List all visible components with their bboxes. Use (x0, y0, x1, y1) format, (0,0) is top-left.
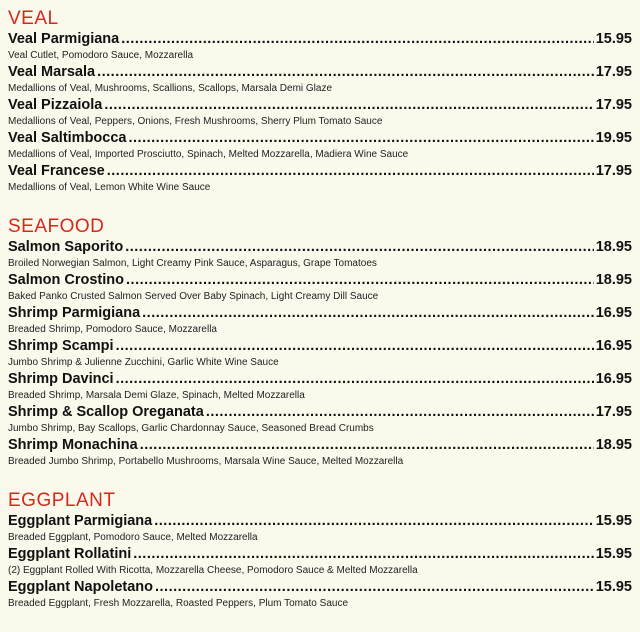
item-description: (2) Eggplant Rolled With Ricotta, Mozzarella Cheese, Pomodoro Sauce & Melted Mozzarella (8, 565, 418, 576)
item-price: 17.95 (595, 404, 632, 420)
menu-item (8, 162, 632, 195)
dot-leader (116, 370, 594, 388)
dot-leader (116, 337, 594, 355)
menu-item (8, 403, 632, 436)
section-eggplant (8, 490, 632, 611)
item-price: 15.95 (595, 579, 632, 595)
item-name: Shrimp Monachina (8, 437, 138, 453)
menu-item (8, 271, 632, 304)
item-description: Jumbo Shrimp, Bay Scallops, Garlic Chardonnay Sauce, Seasoned Bread Crumbs (8, 423, 374, 434)
dot-leader (154, 512, 593, 530)
item-description: Medallions of Veal, Imported Prosciutto, Spinach, Melted Mozzarella, Madiera Wine Sauce (8, 149, 409, 160)
item-price: 18.95 (595, 272, 632, 288)
section-title: EGGPLANT (8, 490, 116, 511)
item-description: Breaded Jumbo Shrimp, Portabello Mushrooms, Marsala Wine Sauce, Melted Mozzarella (8, 456, 404, 467)
item-price: 17.95 (595, 64, 632, 80)
item-price: 15.95 (595, 31, 632, 47)
dot-leader (104, 96, 593, 114)
item-price: 17.95 (595, 97, 632, 113)
menu-item (8, 545, 632, 578)
dot-leader (155, 578, 594, 596)
menu-item (8, 238, 632, 271)
dot-leader (121, 30, 593, 48)
section-title: VEAL (8, 8, 59, 29)
menu-item (8, 96, 632, 129)
dot-leader (128, 129, 593, 147)
item-description: Medallions of Veal, Peppers, Onions, Fresh Mushrooms, Sherry Plum Tomato Sauce (8, 116, 383, 127)
item-price: 16.95 (595, 305, 632, 321)
item-price: 16.95 (595, 371, 632, 387)
item-name: Salmon Crostino (8, 272, 125, 288)
item-price: 15.95 (595, 546, 632, 562)
item-description: Breaded Shrimp, Pomodoro Sauce, Mozzarella (8, 324, 217, 335)
item-description: Baked Panko Crusted Salmon Served Over Baby Spinach, Light Creamy Dill Sauce (8, 291, 379, 302)
dot-leader (133, 545, 593, 563)
dot-leader (206, 403, 594, 421)
item-description: Breaded Shrimp, Marsala Demi Glaze, Spinach, Melted Mozzarella (8, 390, 305, 401)
dot-leader (97, 63, 594, 81)
item-price: 16.95 (595, 338, 632, 354)
section-seafood (8, 216, 632, 469)
item-name: Eggplant Napoletano (8, 579, 153, 595)
item-name: Shrimp Davinci (8, 371, 114, 387)
item-description: Veal Cutlet, Pomodoro Sauce, Mozzarella (8, 50, 194, 61)
item-name: Veal Pizzaiola (8, 97, 103, 113)
item-description: Medallions of Veal, Lemon White Wine Sauce (8, 182, 211, 193)
dot-leader (140, 436, 594, 454)
item-price: 18.95 (595, 239, 632, 255)
item-price: 19.95 (595, 130, 632, 146)
dot-leader (125, 238, 593, 256)
item-description: Breaded Eggplant, Pomodoro Sauce, Melted Mozzarella (8, 532, 258, 543)
item-name: Eggplant Rollatini (8, 546, 132, 562)
menu-item (8, 129, 632, 162)
menu-item (8, 512, 632, 545)
dot-leader (126, 271, 594, 289)
item-description: Jumbo Shrimp & Julienne Zucchini, Garlic White Wine Sauce (8, 357, 279, 368)
menu-item (8, 436, 632, 469)
item-price: 15.95 (595, 513, 632, 529)
menu-item (8, 304, 632, 337)
menu-item (8, 30, 632, 63)
dot-leader (107, 162, 594, 180)
item-name: Shrimp & Scallop Oreganata (8, 404, 204, 420)
item-description: Breaded Eggplant, Fresh Mozzarella, Roasted Peppers, Plum Tomato Sauce (8, 598, 348, 609)
item-description: Medallions of Veal, Mushrooms, Scallions, Scallops, Marsala Demi Glaze (8, 83, 333, 94)
menu-item (8, 370, 632, 403)
item-price: 17.95 (595, 163, 632, 179)
item-name: Veal Parmigiana (8, 31, 120, 47)
menu-item (8, 578, 632, 611)
section-title: SEAFOOD (8, 216, 105, 237)
item-description: Broiled Norwegian Salmon, Light Creamy Pink Sauce, Asparagus, Grape Tomatoes (8, 258, 377, 269)
menu-item (8, 63, 632, 96)
item-name: Veal Francese (8, 163, 105, 179)
section-veal (8, 8, 632, 195)
item-name: Eggplant Parmigiana (8, 513, 153, 529)
item-name: Shrimp Scampi (8, 338, 114, 354)
item-name: Veal Saltimbocca (8, 130, 127, 146)
item-name: Salmon Saporito (8, 239, 124, 255)
item-price: 18.95 (595, 437, 632, 453)
item-name: Veal Marsala (8, 64, 96, 80)
menu-page (8, 8, 632, 632)
menu-item (8, 337, 632, 370)
dot-leader (142, 304, 594, 322)
item-name: Shrimp Parmigiana (8, 305, 141, 321)
